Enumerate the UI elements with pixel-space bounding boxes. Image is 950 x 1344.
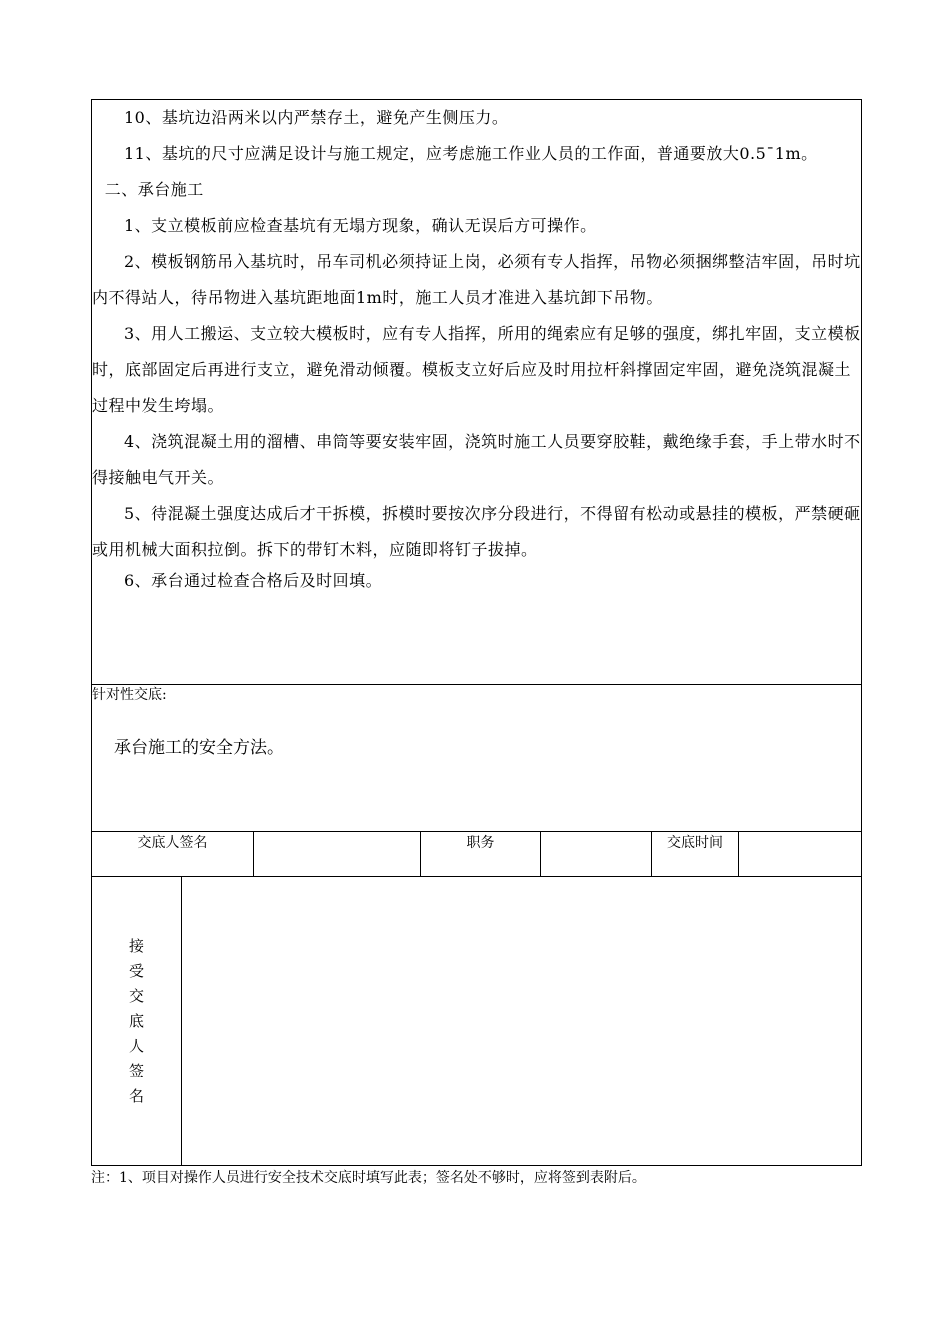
footnote: 注：1、项目对操作人员进行安全技术交底时填写此表；签名处不够时，应将签到表附后。	[91, 1170, 646, 1186]
receiver-signature-label-cell	[92, 877, 182, 1166]
paragraph-2-2: 2、模板钢筋吊入基坑时，吊车司机必须持证上岗，必须有专人指挥，吊物必须捆绑整洁牢固，吊时坑内不得站人，待吊物进入基坑距地面1m时，施工人员才准进入基坑卸下吊物。	[92, 252, 861, 307]
position-label: 职务	[421, 832, 541, 877]
disclosure-time-field[interactable]	[739, 832, 862, 877]
paragraph-2-4: 4、浇筑混凝土用的溜槽、串筒等要安装牢固，浇筑时施工人员要穿胶鞋，戴绝缘手套，手上带水时不得接触电气开关。	[92, 432, 861, 487]
presenter-signature-field[interactable]	[254, 832, 421, 877]
safety-content-cell	[92, 100, 862, 685]
paragraph-2-6: 6、承台通过检查合格后及时回填。	[124, 571, 383, 590]
paragraph-2-5: 5、待混凝土强度达成后才干拆模，拆模时要按次序分段进行，不得留有松动或悬挂的模板，严禁硬砸或用机械大面积拉倒。拆下的带钉木料，应随即将钉子拔掉。	[92, 504, 861, 559]
targeted-disclosure-label: 针对性交底:	[92, 687, 167, 703]
paragraph-10: 10、基坑边沿两米以内严禁存土，避免产生侧压力。	[124, 108, 509, 127]
targeted-disclosure-cell	[92, 685, 862, 832]
presenter-signature-label: 交底人签名	[92, 832, 254, 877]
paragraph-2-3: 3、用人工搬运、支立较大模板时，应有专人指挥，所用的绳索应有足够的强度，绑扎牢固，支立模板时，底部固定后再进行支立，避免滑动倾覆。模板支立好后应及时用拉杆斜撑固定牢固，避免浇筑混凝土过程中发生垮塌。	[92, 324, 861, 415]
targeted-disclosure-text: 承台施工的安全方法。	[114, 738, 284, 758]
receiver-signature-field[interactable]	[182, 877, 862, 1166]
paragraph-2-1: 1、支立模板前应检查基坑有无塌方现象，确认无误后方可操作。	[124, 216, 597, 235]
disclosure-form	[91, 99, 861, 1166]
paragraph-11: 11、基坑的尺寸应满足设计与施工规定，应考虑施工作业人员的工作面，普通要放大0.5¯1m。	[124, 144, 818, 163]
position-field[interactable]	[541, 832, 652, 877]
receiver-signature-label: 接受交底人签名	[128, 936, 144, 1105]
form-table	[91, 99, 862, 1166]
section-heading-2: 二、承台施工	[104, 180, 204, 199]
disclosure-time-label: 交底时间	[652, 832, 739, 877]
